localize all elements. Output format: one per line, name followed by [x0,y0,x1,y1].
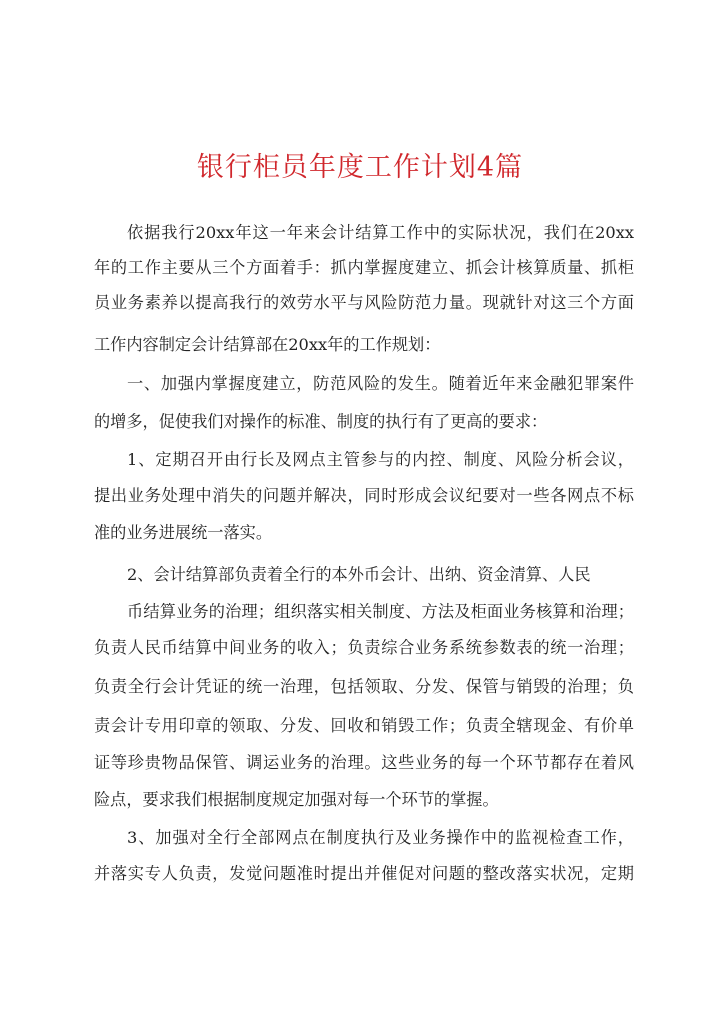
paragraph-line: 证等珍贵物品保管、调运业务的治理。这些业务的每一个环节都存在着风 [94,753,634,772]
paragraph-line: 3、加强对全行全部网点在制度执行及业务操作中的监视检查工作， [127,828,634,847]
paragraph-line: 提出业务处理中消失的问题并解决，同时形成会议纪要对一些各网点不标 [94,486,634,505]
paragraph-line: 工作内容制定会计结算部在20xx年的工作规划： [94,335,441,354]
paragraph-line: 依据我行20xx年这一年来会计结算工作中的实际状况，我们在20xx [127,223,634,242]
paragraph-line: 责会计专用印章的领取、分发、回收和销毁工作；负责全辖现金、有价单 [94,716,634,735]
paragraph-line: 负责人民币结算中间业务的收入；负责综合业务系统参数表的统一治理； [94,638,634,657]
paragraph-line: 员业务素养以提高我行的效劳水平与风险防范力量。现就针对这三个方面 [94,293,634,312]
paragraph-line: 并落实专人负责，发觉问题准时提出并催促对问题的整改落实状况，定期 [94,864,634,883]
paragraph-line: 1、定期召开由行长及网点主管参与的内控、制度、风险分析会议， [127,450,634,469]
paragraph-line: 险点，要求我们根据制度规定加强对每一个环节的掌握。 [94,790,499,809]
paragraph-line: 的增多，促使我们对操作的标准、制度的执行有了更高的要求： [94,412,548,431]
paragraph-line: 负责全行会计凭证的统一治理，包括领取、分发、保管与销毁的治理；负 [94,677,634,696]
paragraph-line: 一、加强内掌握度建立，防范风险的发生。随着近年来金融犯罪案件 [127,374,634,393]
paragraph-line: 准的业务进展统一落实。 [94,523,273,542]
paragraph-line: 年的工作主要从三个方面着手：抓内掌握度建立、抓会计核算质量、抓柜 [94,258,634,277]
paragraph-line: 币结算业务的治理；组织落实相关制度、方法及柜面业务核算和治理； [127,602,634,621]
paragraph-line: 2、会计结算部负责着全行的本外币会计、出纳、资金清算、人民 [127,565,591,584]
document-title: 银行柜员年度工作计划4篇 [196,152,524,183]
